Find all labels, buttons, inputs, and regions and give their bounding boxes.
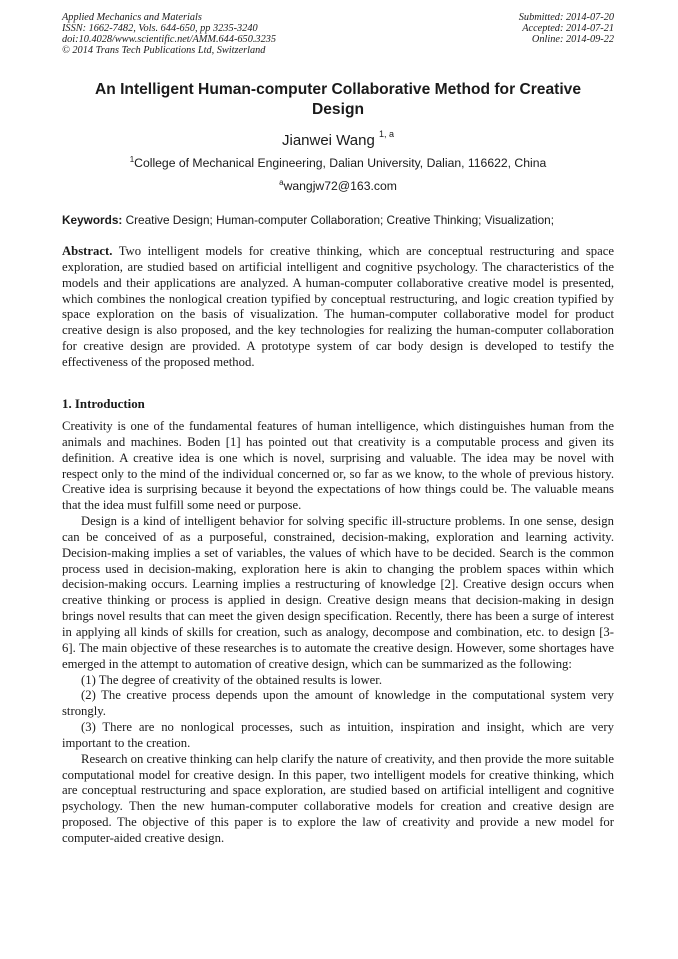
affiliation xyxy=(62,156,614,171)
affiliation-marker: 1 xyxy=(129,154,135,164)
abstract-label: Abstract. xyxy=(62,244,113,258)
journal-name: Applied Mechanics and Materials xyxy=(62,12,202,23)
list-item: (1) The degree of creativity of the obtained results is lower. xyxy=(81,672,382,687)
paragraph: Design is a kind of intelligent behavior for solving specific ill-structure problems. In one sense, design can be conceived of as a purposeful, constrained, decision-making, exploration and learning activity. Decision-making implies a set of variables, the values of which have to be decided. Search is the common process used in decision-making, exploration here is akin to changing the problem spaces within which decision-making occurs. Learning implies a restructuring of knowledge [2]. Creative design occurs when creative thinking or process is applied in design. Creative design means that decision-making in design brings novel results that can meet the given design specification. Recently, there has been a surge of interest in applying all kinds of skills for creation, such as analogy, decompose and combination, etc. to design [3-6]. The main objective of these researches is to automate the creative design. However, some shortages have emerged in the attempt to automation of creative design, which can be summarized as the following: xyxy=(62,514,614,671)
author-name: Jianwei Wang xyxy=(281,132,375,149)
keywords xyxy=(62,213,622,228)
introduction-body xyxy=(62,419,614,847)
title-line-1: An Intelligent Human-computer Collaborative Method for Creative xyxy=(94,81,582,98)
paragraph: Research on creative thinking can help clarify the nature of creativity, and then provide the more suitable computational model for creative design. In this paper, two intelligent models for creative thinking, which are conceptual restructuring and space exploration, are studied based on artificial intelligent and cognitive psychology. Then the new human-computer collaborative models for creation and creative design are proposed. The objective of this paper is to explore the law of creativity and provide a new model for computer-aided creative design. xyxy=(62,751,614,845)
email-marker: a xyxy=(279,177,284,187)
submission-dates xyxy=(519,12,614,45)
email-address[interactable]: wangjw72@163.com xyxy=(283,179,397,193)
journal-issn: ISSN: 1662-7482, Vols. 644-650, pp 3235-3240 xyxy=(62,23,258,34)
keywords-text: Creative Design; Human-computer Collaboration; Creative Thinking; Visualization; xyxy=(125,213,554,227)
author-email xyxy=(62,179,614,194)
paper-title xyxy=(62,80,614,119)
author-superscript: 1, a xyxy=(378,129,394,139)
title-line-2: Design xyxy=(312,100,364,118)
online-date: Online: 2014-09-22 xyxy=(531,34,614,45)
affiliation-text: College of Mechanical Engineering, Dalian University, Dalian, 116622, China xyxy=(134,156,547,170)
keywords-label: Keywords: xyxy=(62,213,123,227)
journal-info xyxy=(62,12,276,56)
journal-copyright: © 2014 Trans Tech Publications Ltd, Switzerland xyxy=(62,45,266,56)
journal-doi: doi:10.4028/www.scientific.net/AMM.644-650.3235 xyxy=(62,34,277,45)
accepted-date: Accepted: 2014-07-21 xyxy=(522,23,614,34)
author-line xyxy=(62,129,614,150)
section-heading-introduction: 1. Introduction xyxy=(62,397,145,411)
abstract xyxy=(62,244,614,371)
abstract-text: Two intelligent models for creative thinking, which are conceptual restructuring and space exploration, are studied based on artificial intelligent and cognitive psychology. The characteristics of the models and their applications are analyzed. A human-computer collaborative creative model is presented, which combines the nonlogical creation typified by conceptual restructuring, and logic creation typified by space exploration on the basis of visualization. The human-computer collaborative model for product creative design is also proposed, and the key technologies for realizing the human-computer collaboration for creative design are provided. A prototype system of car body design is developed to testify the effectiveness of the proposed method. xyxy=(62,244,614,369)
list-item: (2) The creative process depends upon the amount of knowledge in the computational system very strongly. xyxy=(62,688,614,719)
submitted-date: Submitted: 2014-07-20 xyxy=(518,12,614,23)
list-item: (3) There are no nonlogical processes, such as intuition, inspiration and insight, which are very important to the creation. xyxy=(62,720,614,750)
paragraph: Creativity is one of the fundamental features of human intelligence, which distinguishes human from the animals and machines. Boden [1] has pointed out that creativity is a computable process and given its definition. A creative idea is one which is novel, surprising and valuable. The idea may be novel with respect only to the mind of the individual concerned or, so far as we know, to the whole of previous history. Creative idea is surprising because it beyond the expectations of how things could be. The valuable means that the idea must fulfill some need or purpose. xyxy=(62,419,614,513)
journal-header xyxy=(62,12,614,56)
